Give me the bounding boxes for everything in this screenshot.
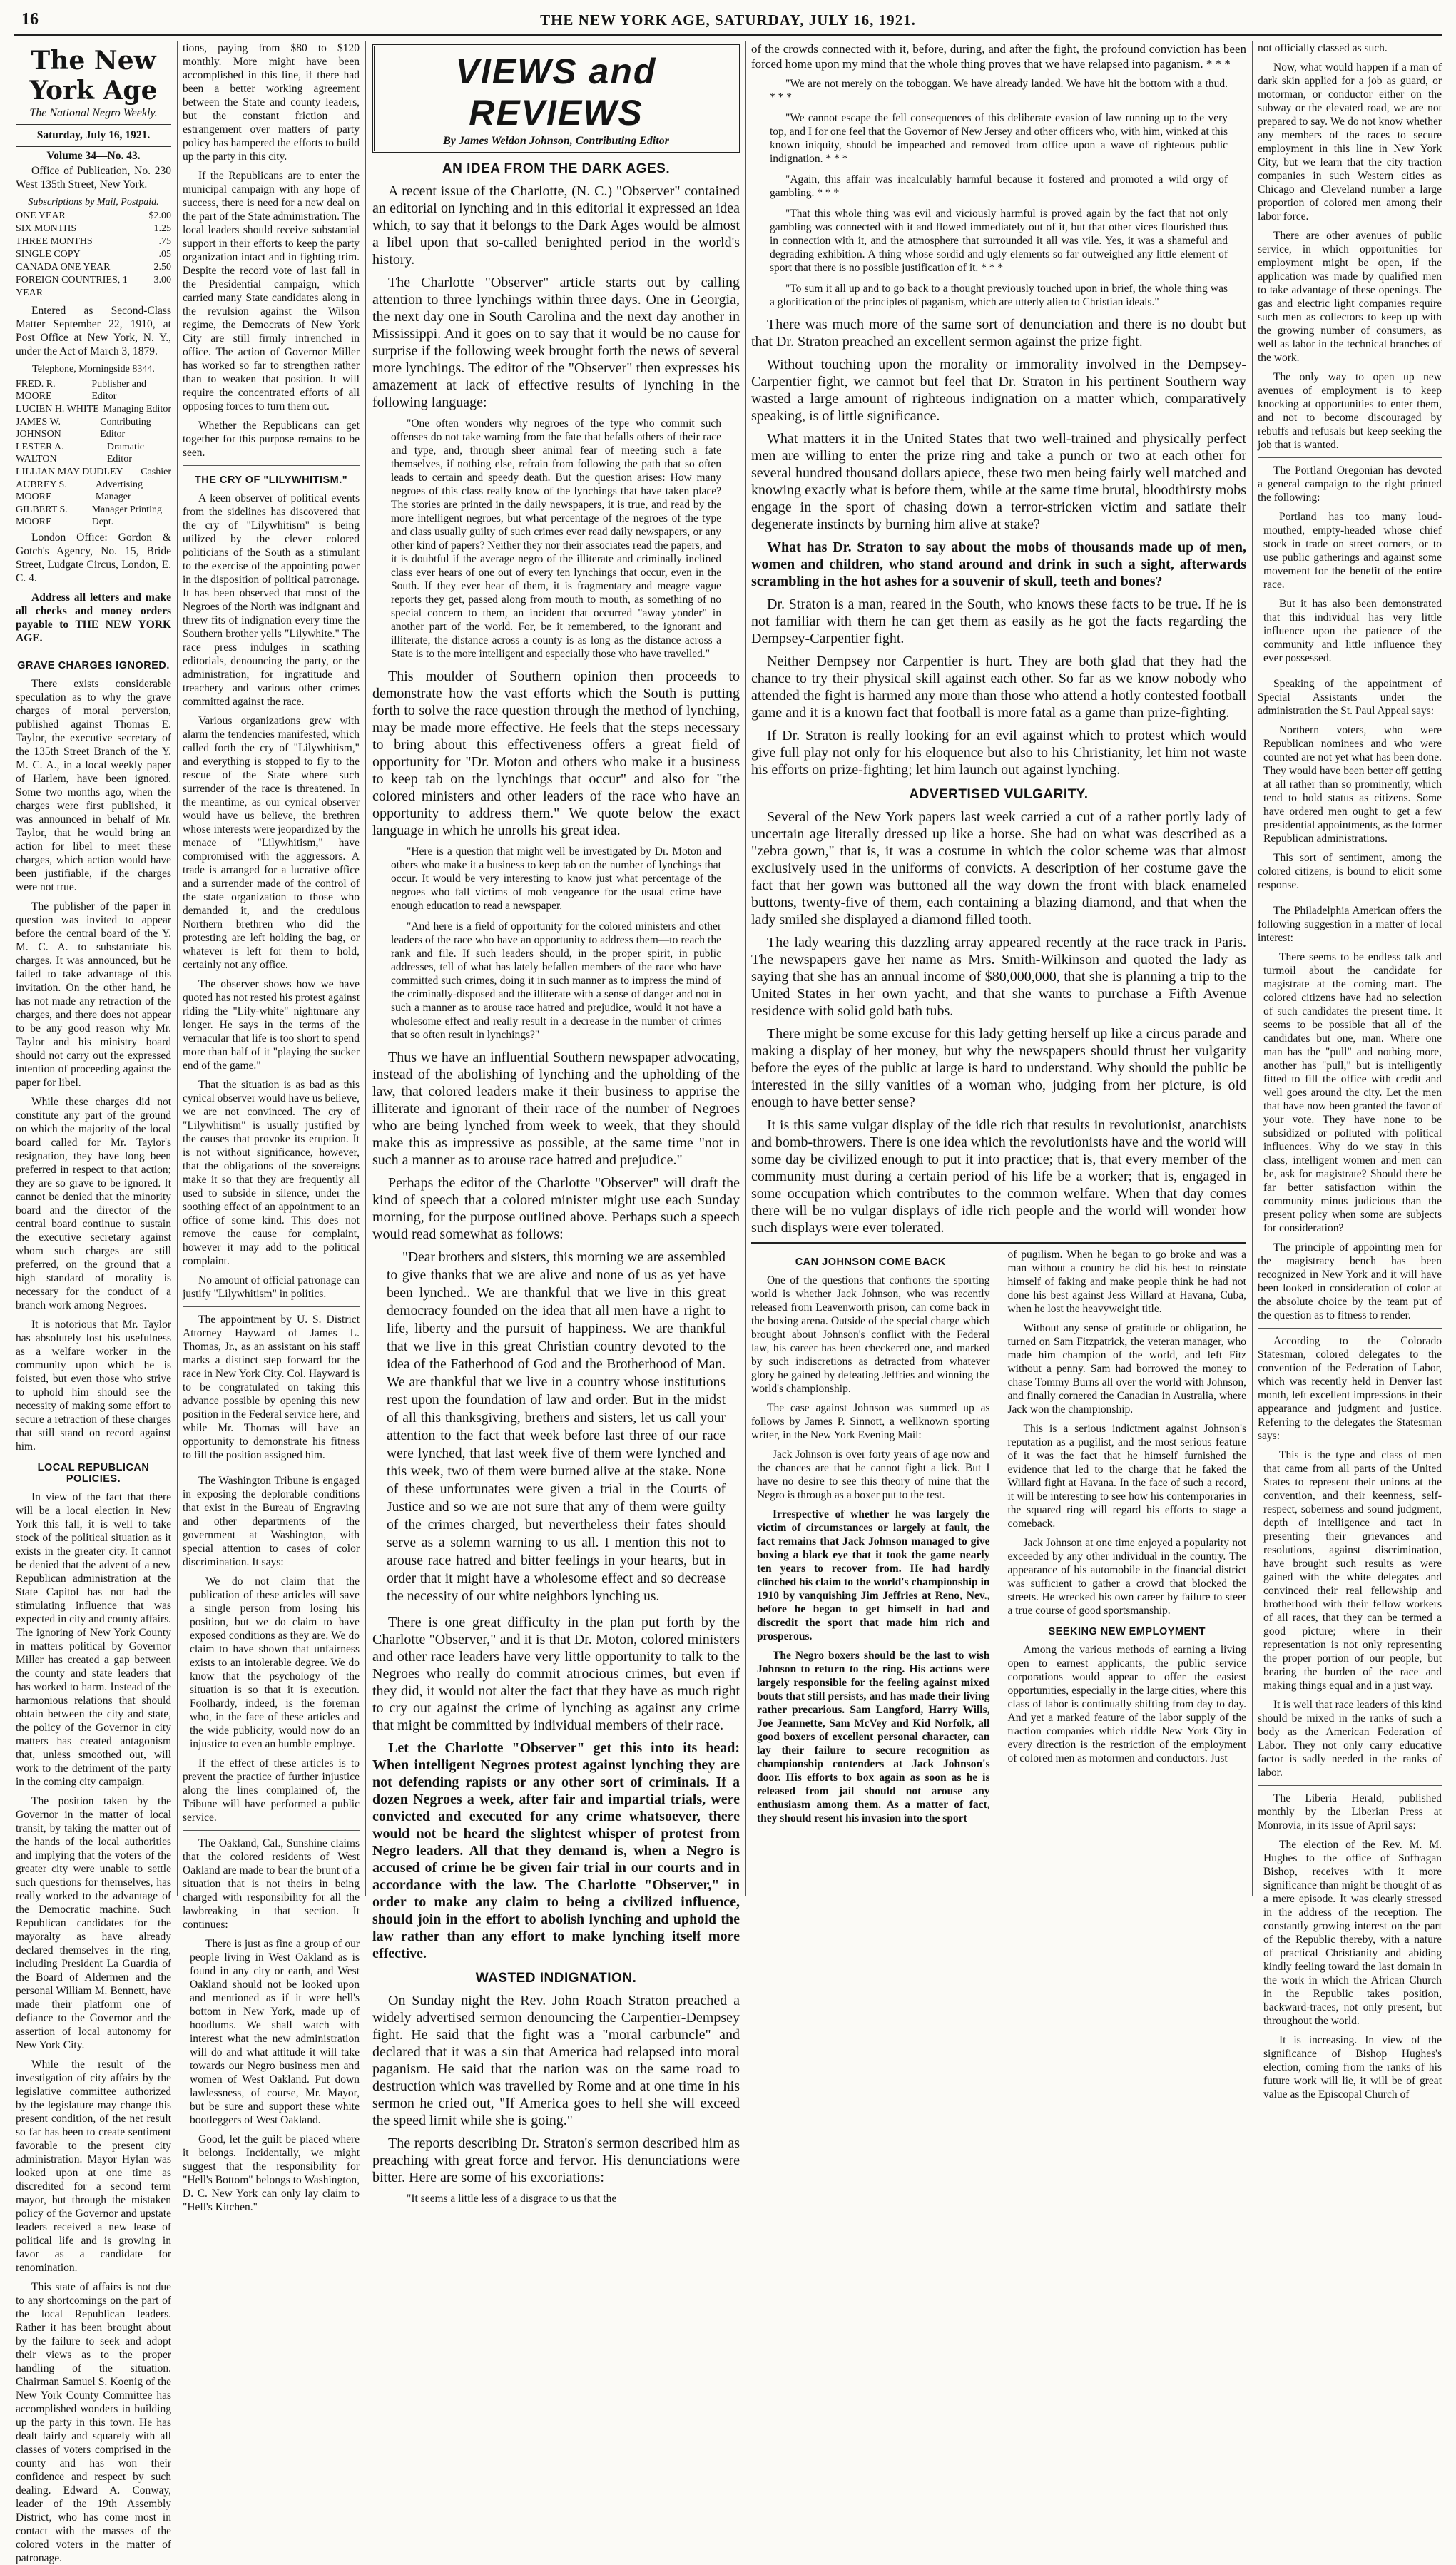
article-paragraph: There are other avenues of public service, in which opportunities for employment might be open, if the application was made by qualified men to take advantage of these openings. The gas and electric light companies require such men as collectors to keep up with the growing number of consumers, as well as labor in the technical branches of the work. (1258, 230, 1442, 364)
block-quote: But it has also been demonstrated that this individual has very little influence upon the patience of the community and little influence they ever possessed. (1263, 598, 1442, 664)
article-paragraph: Thus we have an influential Southern newspaper advocating, instead of the abolishing of lynching and the upholding of the law, that colored leaders make it their business to apprise the illiterate and ignorant of their race of the number of Negroes who are being lynched from week to week, that they should make this as impressive as possible, at the same time "not in such a manner as to arouse race hatred and prejudice." (372, 1050, 740, 1168)
article-paragraph: On Sunday night the Rev. John Roach Straton preached a widely advertised sermon denouncing the Carpentier-Dempsey fight. He said that the fight was a "moral carbuncle" and declared that it was a sin that America had relapsed into moral paganism. He said that the nation was on the same road to destruction which was travelled by Rome and at one time in his sermon he cried out, "If America goes to hell she will exceed the speed limit while she is going." (372, 1993, 740, 2128)
article-paragraph: The Oakland, Cal., Sunshine claims that the colored residents of West Oakland are made to bear the brunt of a situation that is not theirs in being charged with responsibility for all the lawbreaking in that section. It continues: (183, 1837, 360, 1931)
article-paragraph: While these charges did not constitute any part of the ground on which the majority of the local board called for Mr. Taylor's resignation, they have long been preferred in respect to that action; they are so grave to be ignored. It cannot be denied that the minority board and the director of the central board continue to sustain the executive secretary against whom such charges are still preferred, on the ground that a high standard of morality is necessary for the conduct of a branch work among Negroes. (16, 1096, 171, 1311)
article-paragraph: The appointment by U. S. District Attorney Hayward of James L. Thomas, Jr., as an assistant on his staff marks a distinct step forward for the race in New York City. Col. Hayward is to be congratulated on taking this advance possible by opening this new position in the Federal service here, and while Mr. Thomas will have an opportunity to demonstrate his fitness to fill the position assigned him. (183, 1314, 360, 1461)
telephone: Telephone, Morningside 8344. (32, 364, 155, 375)
article-paragraph: Several of the New York papers last week carried a cut of a rather portly lady of uncertain age literally dressed up like a horse. She had on what was described as a "zebra gown," that is, it was a costume in which the color scheme was that almost exclusively used in the uniforms of convicts. A description of her costume gave the fact that her gown was buttoned all the way down the front with black enameled buttons, twenty-five of them, each containing a blazing diamond, and that when the lady smiled she displayed a diamond filled tooth. (751, 809, 1246, 928)
article-paragraph: This sort of sentiment, among the colored citizens, is bound to elicit some response. (1258, 852, 1442, 891)
article-paragraph: The reports describing Dr. Straton's sermon described him as preaching with great force and fervor. His denunciations were bitter. Here are some of his excoriations: (372, 2135, 740, 2185)
subscription-row: SIX MONTHS 1.25 (16, 223, 171, 234)
article-paragraph: not officially classed as such. (1258, 42, 1388, 54)
block-quote: "And here is a field of opportunity for the colored ministers and other leaders of the race who have an opportunity to address them—to reach the rank and file. If such leaders should, in the proper spirit, in public addresses, tell of what has lately befallen members of the race who have committed such crimes, doing it in such manner as to impress the mind of the criminally-disposed and the illiterate with a sense of danger and not in such a manner as to arouse race hatred and prejudice, would it not have a wholesome effect and really result in a decrease in the number of crimes that so often result in lynchings?" (391, 920, 721, 1041)
block-quote: We do not claim that the publication of these articles will save a single person from losing his position, but we do claim to have exposed conditions as they are. We do claim to have shown that unfairness exists to an intolerable degree. We do know that the psychology of the situation is so that it is execution. Foolhardy, indeed, is the foreman who, in the face of these articles and the wide publicity, would now do an injustice to even an humble employe. (190, 1575, 360, 1750)
block-quote: This is the type and class of men that came from all parts of the United States to represent their unions at the convention, and their keenness, self-respect, soberness and sound judgment, depth of intelligence and tact in presenting their grievances and resolutions, against discrimination, have brought such results as were gained with the white delegates and convinced their real fellowship and brotherhood with their fellow workers of all races, that they can be termed a good picture; where in their representation is not only representing the proper portion of our people, but bearing the burden of the race and making things equal and in a just way. (1263, 1449, 1442, 1692)
block-quote: The election of the Rev. M. M. Hughes to the office of Suffragan Bishop, receives with it more significance than might be thought of as a mere episode. It was clearly stressed in the address of the reception. The constantly growing interest on the part of the Republic thereby, with a nature of practical Christianity and abiding kindly feeling toward the last domain in the work in which the African Church in the Republic takes position, backward-traces, not only present, but throughout the world. (1263, 1839, 1442, 2027)
headline-grave-charges: GRAVE CHARGES IGNORED. (17, 660, 170, 671)
block-quote: It is increasing. In view of the significance of Bishop Hughes's election, coming from the ranks of his future work will lie, it will be of great value as the Episcopal Church of (1263, 2034, 1442, 2101)
article-paragraph: One of the questions that confronts the sporting world is whether Jack Johnson, who was recently released from Leavenworth prison, can come back in the boxing arena. Outside of the special charge which brought about Johnson's conflict with the Federal law, his career has been checkered one, and marked by such indiscretions as detracted from whatever glory he gained by defeating Jeffries and winning the world's championship. (751, 1274, 990, 1395)
article-paragraph: Without touching upon the morality or immorality involved in the Dempsey-Carpentier fight, we cannot but feel that Dr. Straton in his pertinent Southern way wasted a large amount of righteous indignation on a matter which, comparatively speaking, is of little significance. (751, 357, 1246, 424)
article-paragraph: tions, paying from $80 to $120 monthly. More might have been accomplished in this line, if there had been a better working agreement between the State and county leaders, but the constant friction and estrangement over matters of party policy has hampered the efforts to build up the party in this city. (183, 42, 360, 163)
block-quote: "It seems a little less of a disgrace to us that the (407, 2193, 617, 2205)
subscription-row: CANADA ONE YEAR 2.50 (16, 262, 171, 273)
block-quote: "We are not merely on the toboggan. We have already landed. We have hit the bottom with a thud. * * * (770, 78, 1228, 103)
column-5 (1258, 41, 1442, 2101)
column-4 (751, 41, 1246, 1896)
masthead (16, 46, 171, 645)
views-and-reviews-banner (372, 44, 740, 153)
article-paragraph: It is well that race leaders of this kind should be mixed in the ranks of such a body as the American Federation of Labor. They not only carry educative factor is sadly needed in the ranks of labor. (1258, 1699, 1442, 1779)
column-2 (183, 41, 360, 2213)
block-quote: "We cannot escape the fell consequences of this deliberate evasion of law running up to the very top, and I for one feel that the Governor of New Jersey and other officers who, with him, winked at this known iniquity, should be impeached and removed from office upon a wave of righteous public indignation. * * * (770, 112, 1228, 165)
subscription-row: FOREIGN COUNTRIES, 1 YEAR 3.00 (16, 275, 171, 298)
staff-row: LILLIAN MAY DUDLEY Cashier (16, 467, 171, 477)
staff-list (16, 378, 171, 528)
article-paragraph: Dr. Straton is a man, reared in the South, who knows these facts to be true. If he is not familiar with them he can get them as easily as he got the facts regarding the Dempsey-Carpentier fight. (751, 596, 1246, 646)
article-paragraph: The only way to open up new avenues of employment is to keep knocking at opportunities to enter them, and not to become discouraged by rebuffs and refusals but keep seeking the job that is wanted. (1258, 371, 1442, 451)
block-quote: "To sum it all up and to go back to a thought previously touched upon in brief, the whole thing was a glorification of the principles of paganism, which are utterly alien to Christian ideals." (770, 283, 1228, 308)
article-paragraph: This moulder of Southern opinion then proceeds to demonstrate how the vast efforts which the South is putting forth to solve the race question through the method of lynching, may be made more effective. He feels that the steps necessary to bring about this effectiveness offers a great field of opportunity for "Dr. Moton and others who make it a business to keep tab on the lynchings that occur" and also for "the colored ministers and other leaders of the race who have an opportunity to address them." We quote below the exact language in which he unrolls his great idea. (372, 669, 740, 838)
section-divider (183, 1830, 360, 1831)
article-paragraph: This state of affairs is not due to any shortcomings on the part of the local Republican leaders. Rather it has been brought about by the failure to seek and adopt their views as to the proper handling of the situation. Chairman Samuel S. Koenig of the New York County Committee has accomplished wonders in building up the party in this town. He has dealt fairly and squarely with all classes of voters comprised in the county and has won their confidence and respect by such dealing. Edward A. Conway, leader of the 19th Assembly District, who has come most in contact with the masses of the colored voters in the matter of patronage. (16, 2281, 171, 2564)
article-paragraph: The case against Johnson was summed up as follows by James P. Sinnott, a wellknown sporting writer, in the New York Evening Mail: (751, 1402, 990, 1441)
folio-date-line: THE NEW YORK AGE, SATURDAY, JULY 16, 1921. (540, 11, 916, 29)
banner-title: VIEWS and REVIEWS (455, 51, 657, 133)
staff-row: JAMES W. JOHNSON Contributing Editor (16, 417, 151, 440)
article-paragraph: Jack Johnson at one time enjoyed a popularity not exceeded by any other individual in the country. The appearance of his automobile in the financial district was sufficient to gather a crowd that blocked the streets. He wrecked his own career by failure to steer a true course of good sportsmanship. (1007, 1537, 1246, 1617)
section-divider (183, 1306, 360, 1307)
article-paragraph: The observer shows how we have quoted has not rested his protest against riding the "Lily-white" nightmare any longer. He says in the terms of the vernacular that life is too short to spend more than half of it "playing the sucker end of the game." (183, 978, 360, 1072)
article-paragraph: There was much more of the same sort of denunciation and there is no doubt but that Dr. Straton preached an excellent sermon against the prize fight. (751, 317, 1246, 350)
block-quote: Portland has too many loud-mouthed, empty-headed whose chief stock in trade on street corners, or to use public gatherings and against some movement for the benefit of the entire race. (1263, 511, 1442, 591)
headline-dark-ages: AN IDEA FROM THE DARK AGES. (442, 161, 671, 176)
address-notice: Address all letters and make all checks and money orders payable to THE NEW YORK AGE. (16, 591, 171, 644)
publication-office: Office of Publication, No. 230 West 135th Street, New York. (16, 165, 171, 191)
column-1 (16, 41, 171, 2564)
article-paragraph: There is one great difficulty in the plan put forth by the Charlotte "Observer," and it is that Dr. Moton, colored ministers and other race leaders have very little opportunity to talk to the Negroes who really do commit atrocious crimes, but even if they did, it would not alter the fact that they have as much right to cry out against the crime of lynching as against any crime that might be committed by individual members of their race. (372, 1615, 740, 1733)
block-quote: Jack Johnson is over forty years of age now and the chances are that he cannot fight a lick. But I have no desire to see this theory of mine that the Negro is through as a boxer put to the test. (757, 1448, 990, 1501)
article-paragraph: There exists considerable speculation as to why the grave charges of moral perversion, published against Thomas E. Taylor, the executive secretary of the 135th Street Branch of the Y. M. C. A., in a local weekly paper of Harlem, have been ignored. Some two months ago, when the charges were first published, it was announced in behalf of Mr. Taylor, that he would bring an action for libel to meet these charges, which action would have been justifiable, if the charges were not true. (16, 678, 171, 893)
subscriptions-label: Subscriptions by Mail, Postpaid. (28, 197, 159, 208)
article-paragraph: No amount of official patronage can justify "Lilywhitism" in politics. (183, 1274, 360, 1300)
headline-johnson: CAN JOHNSON COME BACK (795, 1256, 946, 1268)
headline-lilywhitism: THE CRY OF "LILYWHITISM." (194, 474, 348, 486)
article-paragraph: According to the Colorado Statesman, colored delegates to the convention of the Federation of Labor, which was recently held in Denver last month, left excellent impressions in their appearance and judgment and justice. Referring to the delegates the Statesman says: (1258, 1335, 1442, 1442)
staff-row: LUCIEN H. WHITE Managing Editor (16, 404, 171, 415)
article-paragraph: Let the Charlotte "Observer" get this into its head: When intelligent Negroes protest against lynching they are not defending rapists or any other sort of criminals. If a dozen Negroes a week, after fair and impartial trials, were convicted and executed for any crime whatsoever, there would not be heard the slightest whisper of protest from Negro leaders. All that they demand is, when a Negro is accused of crime he be given fair trial in our courts and in accordance with the law. The Charlotte "Observer," in order to make any claim to being a civilized influence, should join in the effort to abolish lynching and uphold the law rather than any effort to make lynching itself more effective. (372, 1740, 740, 1961)
block-quote: Northern voters, who were Republican nominees and who were counted are not yet what has been done. They would have been better off getting at all rather than so prominently, which tend to hold status as citizens. Some have ordered men ought to get a few presidential appointments, as the former Republican administrations. (1263, 724, 1442, 845)
subscription-list (16, 210, 171, 300)
section-divider (1258, 457, 1442, 458)
block-quote: There seems to be endless talk and turmoil about the candidate for magistrate at the coming mart. The colored citizens have had no selection of such candidates the present time. It seems to be possible that all of the candidates but one, man. Where one man has the "pull" and nothing more, another has "pull," but is intelligently fitted to fill the office with credit and well goes around the city. Let the men that have now been granted the favor of your vote. They have none to be subsidized or polluted with political influences. Why do we stay in this class, intelligent women and men can be, ask for magistrate? Should there be far better satisfaction within the community minus judicious than the present policy when some are subjects for consideration? (1263, 951, 1442, 1234)
headline-wasted-indignation: WASTED INDIGNATION. (475, 1971, 637, 1986)
subcolumn-right (1008, 1248, 1247, 1831)
article-paragraph: Neither Dempsey nor Carpentier is hurt. They are both glad that they had the chance to try their physical skill against each other. So far as we know nobody who attended the fight is harmed any more than those who attend a hotly contested football game and it is a known fact that football is more fatal as a game than prize-fighting. (751, 654, 1246, 721)
article-paragraph: Perhaps the editor of the Charlotte "Observer" will draft the kind of speech that a colored minister might use each Sunday morning, for the purpose outlined above. Perhaps such a speech would read somewhat as follows: (372, 1175, 740, 1242)
article-paragraph: Whether the Republicans can get together for this purpose remains to be seen. (183, 420, 360, 459)
article-paragraph: Now, what would happen if a man of dark skin applied for a job as guard, or motorman, or conductor either on the subway or the elevated road, we are not prepared to say. We do not know whether any members of the races to secure employment in this line in New York City, but we learn that the city traction companies in such Western cities as Chicago and Cleveland number a large proportion of colored men among their labor force. (1258, 61, 1442, 223)
entry-notice: Entered as Second-Class Matter September 22, 1910, at Post Office at New York, N. Y., under the Act of March 3, 1879. (16, 305, 171, 357)
article-paragraph: A recent issue of the Charlotte, (N. C.) "Observer" contained an editorial on lynching and in this editorial it expressed an idea which, to say that it belongs to the Dark Ages would be almost a libel upon that so-called benighted period in the world's history. (372, 183, 740, 268)
folio-rule (14, 34, 1442, 36)
article-paragraph: It is this same vulgar display of the idle rich that results in revolutionist, anarchists and bomb-throwers. There is one idea which the revolutionists have and the world will some day be civilized enough to put it into practice; that is, that every member of the community must during a certain period of his life be a worker; that is, engaged in some occupation which contributes to the common welfare. When that day comes there will be no vulgar displays of idle rich people and the world will wonder how such displays were ever tolerated. (751, 1117, 1246, 1236)
headline-local-republican-policies: LOCAL REPUBLICAN POLICIES. (37, 1462, 150, 1485)
lower-subcolumns (751, 1242, 1246, 1831)
block-quote: "That this whole thing was evil and viciously harmful is proved again by the fact that not only gambling was connected with it and flowed immediately out of it, but that other vices flourished thus in connection with it, and the atmosphere that surrounded it all was vile. Yes, it was a shameful and degrading exhibition. A thing whose sordid and ugly elements so far outweighed any little element of sport that there is no possible justification of it. * * * (770, 208, 1228, 274)
block-quote: There is just as fine a group of our people living in West Oakland as is found in any city or earth, and West Oakland should not be looked upon and mentioned as if it were hell's bottom in New York, made up of hoodlums. We shall watch with interest what the new administration will do and what attitude it will take towards our Negro business men and women of West Oakland. Put down lawlessness, of course, Mr. Mayor, but be sure and support these white bootleggers of West Oakland. (190, 1938, 360, 2126)
column-rule (1252, 41, 1253, 1896)
article-paragraph: Without any sense of gratitude or obligation, he turned on Sam Fitzpatrick, the veteran manager, who made him champion of the world, and left Fitz without a penny. Sam had borrowed the money to chase Tommy Burns all over the world with Johnson, and finally cornered the Canadian in Australia, where Jack won the championship. (1007, 1322, 1246, 1416)
article-paragraph: What has Dr. Straton to say about the mobs of thousands made up of men, women and children, who stand around and drink in such a sight, afterwards scrambling in the hot ashes for a souvenir of skull, teeth and bones? (751, 539, 1246, 589)
article-paragraph: There might be some excuse for this lady getting herself up like a circus parade and making a display of her money, but why the newspapers should thrust her vulgarity before the eyes of the public at large is hard to understand. Why should the public be interested in the silly vanities of a woman who, judging from her picture, is old enough to have better sense? (751, 1026, 1246, 1110)
article-paragraph: The Washington Tribune is engaged in exposing the deplorable conditions that exist in the Bureau of Engraving and other departments of the government at Washington, with special attention to cases of color discrimination. It says: (183, 1475, 360, 1568)
article-paragraph: While the result of the investigation of city affairs by the legislative committee authorized by the legislature may change this present condition, of the net result so far has been to create sentiment favorable to the present city administration. Mayor Hylan was looked upon at one time as discredited for a second term mayor, but through the mistaken policy of the Governor and upstate leaders received a new lease of political life and is growing in favor as a candidate for renomination. (16, 2058, 171, 2274)
article-paragraph: That the situation is as bad as this cynical observer would have us believe, we are not convinced. The cry of "Lilywhitism" is usually justified by the causes that provoke its eruption. It is not without significance, however, that the obligations of the sovereigns make it so that they are frequently all used to subside in silence, under the soothing effect of an appointment to an office of some kind. This does not remove the cause for complaint, however it may add to the political complaint. (183, 1079, 360, 1267)
london-office: London Office: Gordon & Gotch's Agency, No. 15, Bride Street, Ludgate Circus, London, E. C. 4. (16, 532, 171, 584)
article-paragraph: The position taken by the Governor in the matter of local transit, by taking the matter out of the hands of the local authorities and implying that the voters of the greater city were unable to settle such questions for themselves, has really worked to the advantage of the Democratic machine. Such Republican candidates for the mayoralty as have already declared themselves in the ring, including President La Guardia of the Board of Aldermen and the personal William M. Bennett, have made their platform one of defiance to the Governor and the assertion of local autonomy for New York City. (16, 1795, 171, 2051)
section-divider (183, 465, 360, 466)
article-paragraph: The lady wearing this dazzling array appeared recently at the race track in Paris. The newspapers gave her name as Mrs. Smith-Wilkinson and quoted the lady as saying that she has an annual income of $80,000,000, that she is planning a trip to the United States in her own yacht, and that she wants to purchase a Fifth Avenue residence with solid gold bath tubs. (751, 935, 1246, 1019)
column-rule (745, 41, 746, 1896)
article-paragraph: of pugilism. When he began to go broke and was a man without a country he did his best to reinstate himself of faking and make people think he had not done his best against Jess Willard at Havana, Cuba, when he lost the heavyweight title. (1007, 1249, 1246, 1315)
column-rule (177, 41, 178, 1896)
subscription-row: THREE MONTHS .75 (16, 236, 171, 247)
section-divider (1258, 1785, 1442, 1786)
masthead-subtitle: The National Negro Weekly. (29, 107, 158, 119)
article-paragraph: of the crowds connected with it, before, during, and after the fight, the profound conviction has been forced home upon my mind that the whole thing proves that we have relapsed into paganism. * * * (751, 42, 1246, 71)
banner-byline: By James Weldon Johnson, Contributing Editor (443, 135, 669, 147)
article-paragraph: This is a serious indictment against Johnson's reputation as a pugilist, and the most serious feature of it was the fact that he himself furnished the evidence that led to the charge that he faked the Willard fight at Havana. In the face of such a record, it will be interesting to see how his contemporaries in the squared ring will regard his efforts to stage a comeback. (1007, 1423, 1246, 1530)
subscription-row: ONE YEAR $2.00 (16, 210, 171, 221)
block-quote: Irrespective of whether he was largely the victim of circumstances or largely at fault, the fact remains that Jack Johnson managed to give boxing a black eye that it took the game nearly ten years to recover from. He had hardly clinched his claim to the world's championship in 1910 by vanquishing Jim Jeffries at Reno, Nev., before he began to get himself in bad and discredit the sport that made him rich and prosperous. (757, 1508, 990, 1642)
article-paragraph: Various organizations grew with alarm the tendencies manifested, which called forth the cry of "Lilywhitism," and everything is stopped to fly to the rescue of the State where such surrender of the race is threatened. In the meantime, as our cynical observer would have us believe, the brethren whose interests were jeopardized by the menace of "Lilywhitism," have compromised with the aggressors. A trade is arranged for a lucrative office and a surrender made of the control of the state organization to those who demanded it, and the credulous Northern brethren who did the protesting are left holding the bag, or whatever is left for them to hold, certainly not any office. (183, 715, 360, 971)
staff-row: GILBERT S. MOORE Manager Printing Dept. (16, 504, 162, 527)
article-paragraph: Among the various methods of earning a living open to earnest applicants, the public service corporations would appear to offer the easiest opportunities, especially in the large cities, where this class of labor is continually shifting from day to day. And yet a marked feature of the labor supply of the traction companies which riddle New York City in every direction is the restriction of the employment of colored men as motormen and conductors. Just (1007, 1644, 1246, 1764)
subcolumn-left (751, 1248, 990, 1831)
article-paragraph: If the effect of these articles is to prevent the practice of further injustice along the lines complained of, the Tribune will have performed a public service. (183, 1757, 360, 1824)
block-quote: "One often wonders why negroes of the type who commit such offenses do not take warning from the fate that befalls others of their race and type, and, through sheer animal fear of meeting such a fate themselves, if nothing else, refrain from following the path that so often leads to certain and speedy death. But the question arises: How many negroes of this class really know of the lynchings that have taken place? The stories are printed in the daily newspapers, it is true, and read by the more intelligent negroes, but what percentage of the negroes of the type and class usually guilty of such crimes ever read daily newspapers, or any other kind of papers? Neither they nor their associates read the papers, and it is doubtful if the average negro of the illiterate and criminally inclined class ever hears of one out of every ten lynchings that occur, even in the South. If they ever hear of them, it is fragmentary and meagre vague reports they get, passed along from mouth to mouth, as something of no special concern to them, an incident that occurred "away yonder" in another part of the world. For, be it remembered, to the ignorant and illiterate, the distance across a county is as long as the distance across a State is to the more intelligent and especially those who have travelled." (391, 417, 721, 660)
headline-advertised-vulgarity: ADVERTISED VULGARITY. (909, 787, 1089, 802)
article-paragraph: The principle of appointing men for the magistracy bench has been recognized in New York and it will have been looked in consideration of color at the absolute choice by the team put of the question as to fitness to render. (1258, 1241, 1442, 1321)
article-paragraph: Speaking of the appointment of Special Assistants under the administration the St. Paul Appeal says: (1258, 678, 1442, 717)
article-paragraph: Good, let the guilt be placed where it belongs. Incidentally, we might suggest that the responsibility for "Hell's Bottom" belongs to Washington, D. C. New York can only lay claim to "Hell's Kitchen." (183, 2133, 360, 2213)
article-paragraph: It is notorious that Mr. Taylor has absolutely lost his usefulness as a welfare worker in the community upon which he is foisted, but even those who strive to uphold him should see the necessity of making some effort to secure a retraction of these charges that still stand on record against him. (16, 1319, 171, 1453)
column-3 (372, 41, 740, 2205)
article-paragraph: The Liberia Herald, published monthly by the Liberian Press at Monrovia, in its issue of April says: (1258, 1792, 1442, 1832)
article-paragraph: The publisher of the paper in question was invited to appear before the central board of the Y. M. C. A. to substantiate his charges. It was announced, but he failed to take advantage of this invitation. On the other hand, he has not made any retraction of the charges, and there does not appear to be any good reason why Mr. Taylor and his ministry board should not carry out the expressed intention of proceeding against the paper for libel. (16, 900, 171, 1089)
sample-speech-quote: "Dear brothers and sisters, this morning we are assembled to give thanks that we are alive and none of us as yet have been lynched.. We are thankful that we live in this great democracy founded on the idea that all men have a right to life, liberty and the pursuit of happiness. We are thankful that we live in this great Christian country devoted to the idea of the Fatherhood of God and the Brotherhood of Man. We are thankful that we live in a country whose institutions rest upon the foundation of law and order. But in the midst of all this thanksgiving, brethers and sisters, let us call your attention to the fact that week before last three of our race were lynched, that last week five of them were lynched and this week, two of them were burned alive at the stake. None of these unfortunates were given a trial in the Courts of Justice and so we are not sure that any of them were guilty of the crimes charged, but nevertheless their fates should serve as a solemn warning to us all. I mention this not to arouse race hatred and bitter feelings in your hearts, but in order that it might have a wholesome effect and so decrease the necessity of our white neighbors lynching us. (387, 1250, 726, 1604)
masthead-volume: Volume 34—No. 43. (46, 150, 141, 162)
article-paragraph: The Charlotte "Observer" article starts out by calling attention to three lynchings within three days. One in Georgia, the next day one in South Carolina and the next day another in Mississippi. And it goes on to say that it would be no cause for surprise if the following week brought forth the news of several more lynchings. The editor of the "Observer" then expresses his amazement at lack of effective results of lynching in the following language: (372, 275, 740, 410)
article-paragraph: The Portland Oregonian has devoted a general campaign to the right printed the following: (1258, 464, 1442, 504)
headline-seeking-employment: SEEKING NEW EMPLOYMENT (1048, 1626, 1206, 1637)
block-quote: The Negro boxers should be the last to wish Johnson to return to the ring. His actions were largely responsible for the feeling against mixed bouts that still persists, and has made their living rather precarious. Sam Langford, Harry Wills, Joe Jeannette, Sam McVey and Kid Norfolk, all good boxers of excellent personal character, can lay their failure to secure recognition as championship contenders at Jack Johnson's door. His efforts to box again as soon as he is released from jail should not arouse any enthusiasm among them. As a matter of fact, they should resent his invasion into the sport (757, 1650, 990, 1824)
article-paragraph: A keen observer of political events from the sidelines has discovered that the cry of "Lilywhitism" is being utilized by the clever colored politicians of the South as a stimulant to the exercise of the appointing power in the disposition of political patronage. It has been observed that most of the Negroes of the North was indignant and threw fits of indignation every time the Southern brother yells "Lilywhite." The race press indulges in scathing editorials, denouncing the party, or the administration, for ingratitude and treachery and various other crimes committed against the race. (183, 492, 360, 708)
section-divider (1258, 1328, 1442, 1329)
page-number: 16 (21, 10, 39, 29)
masthead-title: The New York Age (29, 46, 158, 106)
block-quote: "Here is a question that might well be investigated by Dr. Moton and others who make it a business to keep tab on the number of lynchings that occur. It would be very interesting to know just what percentage of the negroes who fall victims of mob vengeance for the usual crime have enough education to read a newspaper. (391, 845, 721, 912)
staff-row: LESTER A. WALTON Dramatic Editor (16, 442, 144, 464)
article-paragraph: If Dr. Straton is really looking for an evil against which to protest which would give full play not only for his eloquence but also to his Christianity, let him not waste his efforts on prize-fighting; let him launch out against lynching. (751, 728, 1246, 778)
block-quote: "Again, this affair was incalculably harmful because it fostered and promoted a wild orgy of gambling. * * * (770, 173, 1228, 199)
article-paragraph: In view of the fact that there will be a local election in New York this fall, it is well to take stock of the political situation as it exists in the greater city. It cannot be denied that the advent of a new Republican administration at the State Capitol has not had the stimulating influence that was expected in city and county affairs. The ignoring of New York County in matters political by Governor Miller has created a gap between the county and state leaders that has worked to harm. Instead of the harmonious relations that should obtain between the city and state, the policy of the Governor in city matters has created antagonism that, unless smoothed out, will work to the detriment of the party in the coming city campaign. (16, 1491, 171, 1788)
column-rule (365, 41, 366, 1896)
staff-row: AUBREY S. MOORE Advertising Manager (16, 479, 143, 502)
article-paragraph: The Philadelphia American offers the following suggestion in a matter of local interest: (1258, 905, 1442, 944)
subscription-row: SINGLE COPY .05 (16, 249, 171, 260)
page-folio (14, 6, 1442, 34)
article-paragraph: What matters it in the United States that two well-trained and physically perfect men are willing to enter the prize ring and take a punch or two at each other for several hundred thousand dollars apiece, these two men being fairly well matched and knowing exactly what is before them, while at the same time brutal, bloodthirsty mobs engage in the sport of chasing down a terror-stricken victim and satiate their degenerate instincts by burning him alive at stake? (751, 431, 1246, 532)
staff-row: FRED. R. MOORE Publisher and Editor (16, 379, 146, 402)
article-paragraph: If the Republicans are to enter the municipal campaign with any hope of success, there is need for a new deal on the part of the State administration. The local leaders should receive substantial support in their efforts to keep the party organization intact and in fighting trim. Despite the record vote of last fall in the Presidential campaign, which carried many State candidates along in the revulsion against the Wilson regime, the Democrats of New York City are still firmly intrenched in office. The action of Governor Miller has worked so far to strengthen rather than to weaken that position. It will require the concentrated efforts of all opposing forces to turn them out. (183, 170, 360, 412)
masthead-date: Saturday, July 16, 1921. (36, 129, 151, 141)
